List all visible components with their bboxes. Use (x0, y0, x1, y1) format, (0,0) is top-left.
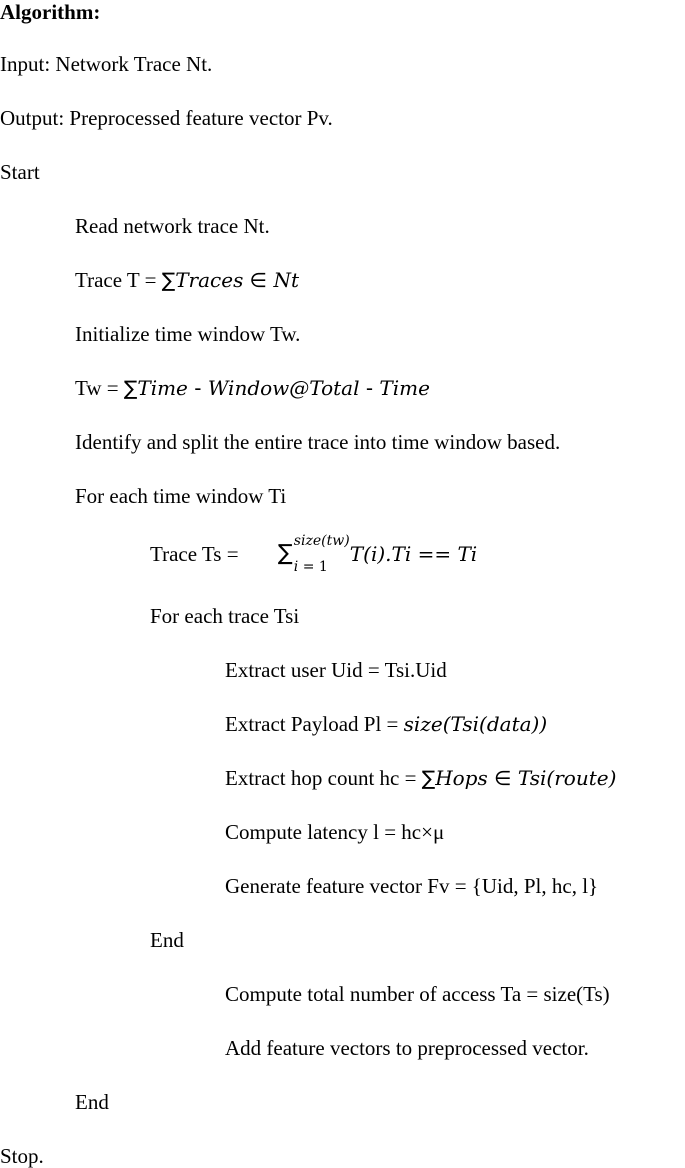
minus-symbol: - (187, 376, 208, 400)
feature-vector-step: Generate feature vector Fv = {Uid, Pl, hc, l} (225, 874, 599, 898)
payload-formula-label: Extract Payload Pl = (225, 712, 404, 736)
tw-formula-term-b: Window@Total (207, 376, 360, 400)
sum-symbol: ∑ (123, 376, 138, 400)
identify-split-step: Identify and split the entire trace into time window based. (75, 430, 561, 454)
for-each-trace-step: For each trace Tsi (150, 604, 300, 628)
trace-formula-label: Trace T = (75, 268, 162, 292)
init-window-step: Initialize time window Tw. (75, 322, 301, 346)
inner-end-line: End (150, 928, 184, 952)
input-line: Input: Network Trace Nt. (0, 52, 213, 76)
trace-formula-term-a: Traces (175, 268, 244, 292)
trace-formula-step (75, 268, 299, 292)
output-line: Output: Preprocessed feature vector Pv. (0, 106, 333, 130)
latency-step: Compute latency l = hc×μ (225, 820, 445, 844)
total-access-step: Compute total number of access Ta = size(Ts) (225, 982, 610, 1006)
algorithm-heading: Algorithm: (0, 0, 101, 24)
summation-block (277, 533, 350, 575)
hop-formula-step (225, 766, 616, 790)
sum-lower-limit (294, 555, 328, 579)
element-of-symbol: ∈ (487, 766, 518, 790)
read-trace-step: Read network trace Nt. (75, 214, 270, 238)
hop-formula-label: Extract hop count hc = (225, 766, 422, 790)
ts-formula-label: Trace Ts = (150, 542, 244, 566)
tw-formula-label: Tw = (75, 376, 124, 400)
sum-lower-var: i (293, 559, 299, 575)
element-of-symbol: ∈ (243, 268, 274, 292)
for-each-window-step: For each time window Ti (75, 484, 287, 508)
sum-symbol: ∑ (161, 268, 176, 292)
hop-formula-term-b: Tsi(route) (517, 766, 617, 790)
ts-formula-step (150, 533, 478, 575)
ts-formula-body: T(i).Ti == Ti (349, 542, 478, 566)
sum-symbol: ∑ (277, 541, 293, 566)
stop-line: Stop. (0, 1144, 44, 1168)
minus-symbol: - (359, 376, 380, 400)
outer-end-line: End (75, 1090, 109, 1114)
start-line: Start (0, 160, 40, 184)
add-vectors-step: Add feature vectors to preprocessed vector. (225, 1036, 589, 1060)
trace-formula-term-b: Nt (273, 268, 300, 292)
tw-formula-step (75, 376, 430, 400)
hop-formula-term-a: Hops (435, 766, 488, 790)
extract-uid-step: Extract user Uid = Tsi.Uid (225, 658, 447, 682)
sum-upper-limit: size(tw) (293, 533, 350, 549)
tw-formula-term-a: Time (137, 376, 188, 400)
payload-formula-step (225, 712, 547, 736)
sum-symbol: ∑ (421, 766, 436, 790)
payload-formula-expr: size(Tsi(data)) (403, 712, 548, 736)
sum-lower-eq: = 1 (298, 559, 328, 575)
tw-formula-term-c: Time (379, 376, 430, 400)
